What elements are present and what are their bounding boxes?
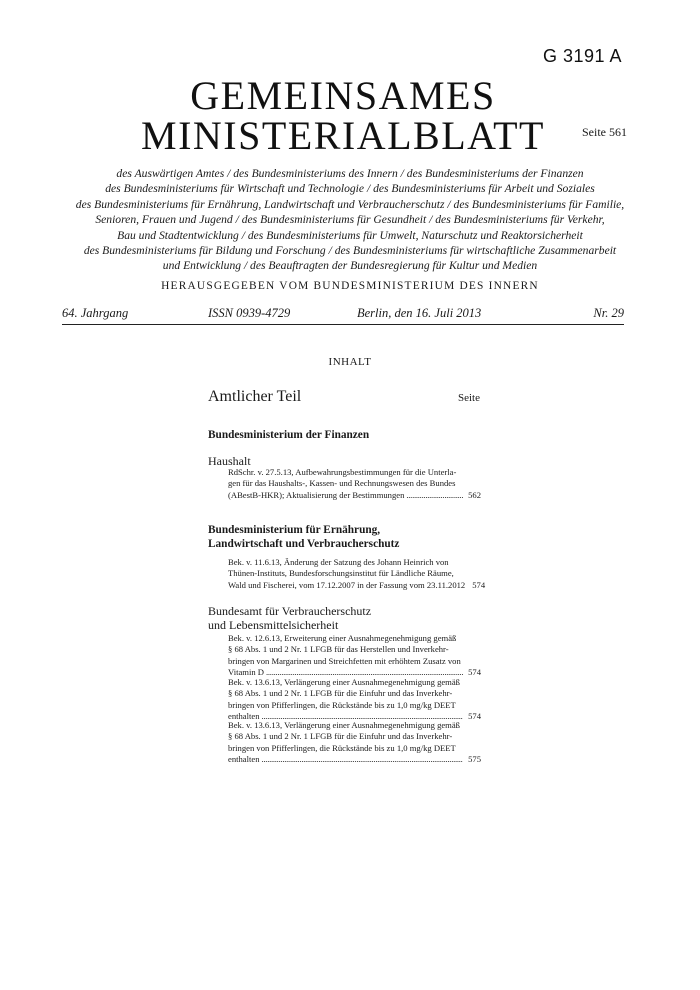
entry-text: § 68 Abs. 1 und 2 Nr. 1 LFGB für die Einfuhr und das Inverkehr-: [228, 688, 453, 699]
contents-heading: INHALT: [328, 356, 372, 368]
department-line: des Auswärtigen Amtes / des Bundesministeriums des Innern / des Bundesministeriums der Finanzen: [116, 167, 584, 180]
issue-meta: [62, 306, 624, 325]
volume: 64. Jahrgang: [62, 306, 129, 320]
entry-text: (ABestB-HKR); Aktualisierung der Bestimmungen: [228, 489, 405, 500]
entry-text: § 68 Abs. 1 und 2 Nr. 1 LFGB für das Herstellen und Inverkehr-: [228, 644, 449, 655]
toc-entry[interactable]: [228, 557, 486, 591]
entry-page: 562: [468, 489, 481, 500]
section-heading-line: Bundesamt für Verbraucherschutz: [208, 604, 372, 618]
publication-code: G 3191 A: [542, 46, 622, 66]
toc-entry[interactable]: [228, 633, 481, 678]
departments-list: [60, 166, 640, 274]
section-heading: Bundesministerium der Finanzen: [208, 429, 370, 441]
leader-dots: [406, 490, 463, 501]
entry-page: 574: [468, 666, 481, 677]
issue-date: Berlin, den 16. Juli 2013: [357, 306, 482, 320]
section-heading-line: und Lebensmittelsicherheit: [208, 618, 339, 632]
toc-entry[interactable]: [228, 720, 481, 765]
issue-number: Nr. 29: [593, 306, 624, 320]
section-heading: [208, 604, 481, 632]
department-line: Senioren, Frauen und Jugend / des Bundesministeriums für Gesundheit / des Bundesministeriums für Verkehr,: [95, 213, 605, 227]
title-line-1: GEMEINSAMES: [190, 73, 496, 118]
section-heading-line: Landwirtschaft und Verbraucherschutz: [208, 538, 400, 550]
subsection-heading: Haushalt: [208, 454, 251, 468]
entry-page: 575: [468, 753, 481, 764]
section-heading: [208, 523, 481, 551]
department-line: und Entwicklung / des Beauftragten der Bundesregierung für Kultur und Medien: [162, 259, 538, 273]
entry-text: Bek. v. 12.6.13, Erweiterung einer Ausnahmegenehmigung gemäß: [228, 633, 457, 643]
department-line: Bau und Stadtentwicklung / des Bundesministeriums für Umwelt, Naturschutz und Reaktorsicherheit: [117, 228, 583, 242]
entry-text: gen für das Haushalts-, Kassen- und Rechnungswesen des Bundes: [228, 478, 456, 489]
entry-text: Bek. v. 11.6.13, Änderung der Satzung des Johann Heinrich von: [228, 557, 449, 567]
entry-text: Thünen-Instituts, Bundesforschungsinstitut für Ländliche Räume,: [228, 568, 454, 579]
title-line-2: MINISTERIALBLATT: [141, 113, 545, 158]
entry-text: bringen von Pfifferlingen, die Rückstände bis zu 1,0 mg/kg DEET: [228, 699, 456, 710]
section-heading-line: Bundesministerium für Ernährung,: [208, 524, 381, 536]
entry-text: Wald und Fischerei, vom 17.12.2007 in der Fassung vom 23.11.2012: [228, 579, 466, 590]
entry-text: enthalten: [228, 753, 260, 764]
entry-text: Bek. v. 13.6.13, Verlängerung einer Ausnahmegenehmigung gemäß: [228, 720, 460, 730]
entry-text: § 68 Abs. 1 und 2 Nr. 1 LFGB für die Einfuhr und das Inverkehr-: [228, 731, 453, 742]
page-column-label: Seite: [458, 392, 480, 404]
leader-dots: [262, 754, 464, 765]
entry-page: 574: [472, 579, 486, 590]
department-line: des Bundesministeriums für Wirtschaft und Technologie / des Bundesministeriums für Arbeit und Soziales: [105, 182, 595, 196]
entry-text: RdSchr. v. 27.5.13, Aufbewahrungsbestimmungen für die Unterla-: [228, 467, 457, 477]
entry-text: Bek. v. 13.6.13, Verlängerung einer Ausnahmegenehmigung gemäß: [228, 677, 460, 687]
publisher-line: HERAUSGEGEBEN VOM BUNDESMINISTERIUM DES INNERN: [161, 280, 539, 292]
entry-text: enthalten: [228, 710, 260, 721]
toc-entry[interactable]: [228, 467, 481, 501]
official-part-heading: Amtlicher Teil: [208, 388, 302, 405]
issn: ISSN 0939-4729: [208, 306, 291, 320]
entry-page: 574: [468, 710, 481, 721]
toc-entry[interactable]: [228, 677, 481, 722]
entry-text: bringen von Pfifferlingen, die Rückstände bis zu 1,0 mg/kg DEET: [228, 742, 456, 753]
entry-text: bringen von Margarinen und Streichfetten mit erhöhtem Zusatz von: [228, 655, 461, 666]
department-line: des Bundesministeriums für Ernährung, Landwirtschaft und Verbraucherschutz / des Bundesministeriums für Familie,: [75, 197, 625, 211]
department-line: des Bundesministeriums für Bildung und Forschung / des Bundesministeriums für wirtschaftliche Zusammenarbeit: [83, 244, 617, 258]
page-number: Seite 561: [582, 125, 627, 139]
entry-text: Vitamin D: [228, 666, 265, 677]
